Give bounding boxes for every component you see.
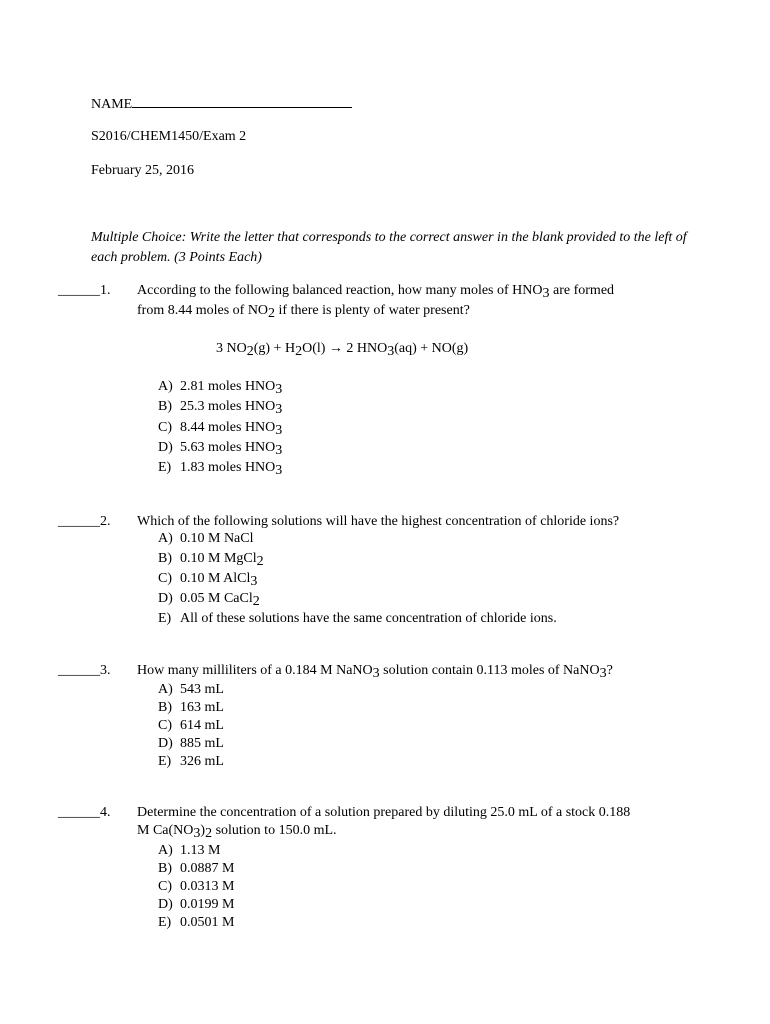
option-c: C) 614 mL: [158, 718, 224, 733]
answer-blank-1[interactable]: ______1.: [58, 283, 111, 298]
option-e: E) 326 mL: [158, 754, 224, 769]
option-b: B) 0.10 M MgCl2: [158, 551, 264, 569]
name-line: [91, 94, 352, 114]
question-text-line: Determine the concentration of a solution prepared by diluting 25.0 mL of a stock 0.188: [137, 805, 631, 820]
question-number: 2.: [100, 514, 111, 529]
chemical-equation: 3 NO2(g) + H2O(l) → 2 HNO3(aq) + NO(g): [216, 341, 469, 359]
option-c: C) 0.10 M AlCl3: [158, 571, 258, 589]
option-d: D) 0.0199 M: [158, 897, 235, 912]
exam-date: February 25, 2016: [91, 163, 195, 178]
option-c: C) 8.44 moles HNO3: [158, 420, 283, 438]
question-text-line: According to the following balanced reaction, how many moles of HNO3 are formed: [137, 283, 615, 301]
option-c: C) 0.0313 M: [158, 879, 235, 894]
instructions: Multiple Choice: Write the letter that corresponds to the correct answer in the blank provided to the left of each problem. (3 Points Each): [91, 230, 687, 265]
option-a: A) 0.10 M NaCl: [158, 531, 254, 546]
question-text-line: from 8.44 moles of NO2 if there is plenty of water present?: [137, 303, 470, 321]
course-code: S2016/CHEM1450/Exam 2: [91, 129, 247, 144]
option-e: E) All of these solutions have the same concentration of chloride ions.: [158, 611, 557, 626]
option-a: A) 1.13 M: [158, 843, 221, 858]
name-label: NAME: [91, 97, 133, 112]
question-number: 1.: [100, 283, 111, 298]
question-text-line: M Ca(NO3)2 solution to 150.0 mL.: [137, 823, 337, 841]
option-e: E) 0.0501 M: [158, 915, 235, 930]
answer-blank-2[interactable]: ______2.: [58, 514, 111, 529]
question-text: Which of the following solutions will have the highest concentration of chloride ions?: [137, 514, 620, 529]
option-a: A) 2.81 moles HNO3: [158, 379, 283, 397]
option-d: D) 5.63 moles HNO3: [158, 440, 283, 458]
option-b: B) 0.0887 M: [158, 861, 235, 876]
answer-blank-3[interactable]: ______3.: [58, 663, 111, 678]
answer-blank-4[interactable]: ______4.: [58, 805, 111, 820]
option-d: D) 885 mL: [158, 736, 224, 751]
option-b: B) 163 mL: [158, 700, 224, 715]
question-text: How many milliliters of a 0.184 M NaNO3 solution contain 0.113 moles of NaNO3?: [137, 663, 613, 681]
name-blank-line[interactable]: [132, 94, 352, 108]
option-b: B) 25.3 moles HNO3: [158, 399, 283, 417]
question-number: 4.: [100, 805, 111, 820]
option-e: E) 1.83 moles HNO3: [158, 460, 283, 478]
option-d: D) 0.05 M CaCl2: [158, 591, 260, 609]
question-number: 3.: [100, 663, 111, 678]
option-a: A) 543 mL: [158, 682, 224, 697]
